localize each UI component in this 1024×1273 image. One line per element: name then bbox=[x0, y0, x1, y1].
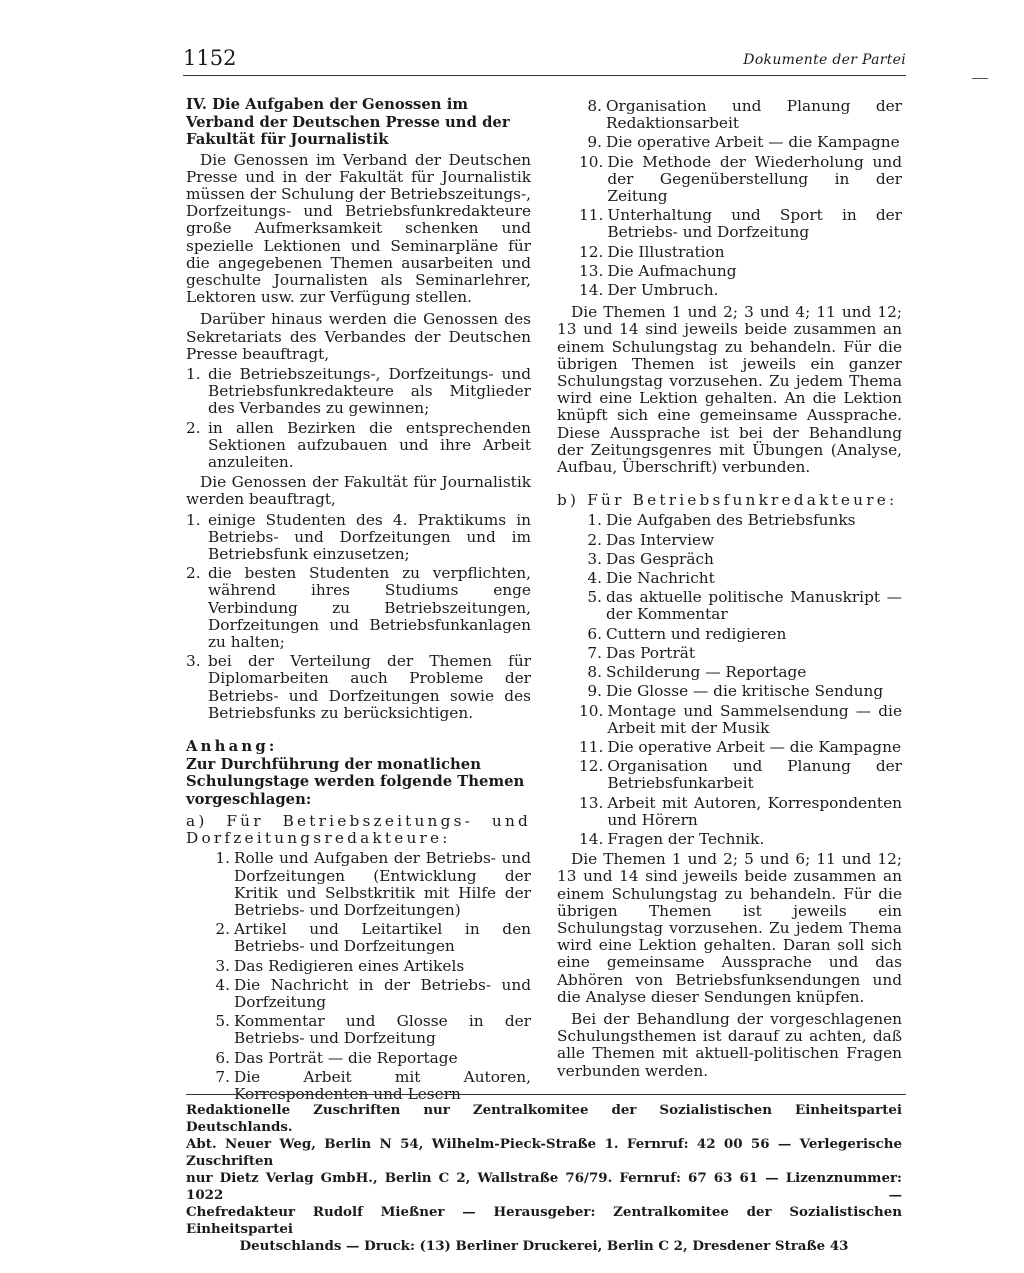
list-item-text: Die Nachricht in der Betriebs- und Dorfzeitung bbox=[234, 975, 531, 1012]
list-item-text: das aktuelle politische Manuskript — der Kommentar bbox=[606, 588, 902, 624]
list-item-number: 6. bbox=[215, 1048, 230, 1067]
section-iv-list-2 bbox=[186, 512, 531, 722]
list-item-number: 1. bbox=[587, 511, 602, 530]
list-item-text: Das Porträt — die Reportage bbox=[234, 1048, 458, 1067]
list-item bbox=[579, 512, 902, 529]
list-item-number: 8. bbox=[587, 663, 602, 682]
list-item-number: 7. bbox=[587, 643, 602, 662]
list-item-text: Fragen der Technik. bbox=[607, 829, 765, 848]
list-item bbox=[579, 532, 902, 549]
list-item-number: 2. bbox=[587, 530, 602, 549]
list-item-number: 2. bbox=[186, 418, 201, 437]
list-item-text: Der Umbruch. bbox=[607, 281, 719, 300]
list-item bbox=[579, 664, 902, 681]
right-column bbox=[557, 96, 902, 1080]
list-item-text: die Betriebszeitungs-, Dorfzeitungs- und Betriebsfunkredakteure als Mitglieder des Verbandes zu gewinnen; bbox=[208, 364, 531, 418]
list-item bbox=[579, 645, 902, 662]
subsection-b-list bbox=[557, 512, 902, 848]
list-item-text: Die Illustration bbox=[607, 242, 725, 261]
subsection-a-note: Die Themen 1 und 2; 3 und 4; 11 und 12; 13 und 14 sind jeweils beide zusammen an einem Schulungstag zu behandeln. Für die übrigen Themen ist jeweils ein ganzer Schulungstag vorzusehen. Zu jedem Thema wird eine Lektion gehalten. An die Lektion knüpft sich eine gemeinsame Aussprache. Diese Aussprache ist bei der Behandlung der Zeitungsgenres mit Übungen (Analyse, Aufbau, Überschrift) verbunden. bbox=[557, 303, 902, 477]
section-iv-heading: IV. Die Aufgaben der Genossen im Verband der Deutschen Presse und der Fakultät für Journalistik bbox=[186, 96, 510, 148]
list-item-text: Das Gespräch bbox=[606, 549, 714, 568]
list-item bbox=[579, 703, 902, 737]
list-item-number: 14. bbox=[579, 829, 604, 848]
list-item-text: einige Studenten des 4. Praktikums in Betriebs- und Dorfzeitungen und im Betriebsfunk einzusetzen; bbox=[208, 510, 531, 563]
list-item bbox=[579, 626, 902, 643]
left-column bbox=[186, 96, 531, 1106]
list-item-number: 10. bbox=[579, 701, 604, 720]
list-item-text: Das Interview bbox=[606, 530, 715, 549]
list-item-number: 3. bbox=[215, 956, 230, 975]
list-item-text: Artikel und Leitartikel in den Betriebs- und Dorfzeitungen bbox=[234, 920, 531, 956]
header-rule bbox=[183, 75, 906, 76]
subsection-a-list bbox=[186, 850, 531, 1103]
list-item bbox=[212, 1069, 531, 1103]
list-item bbox=[579, 98, 902, 132]
list-item bbox=[579, 570, 902, 587]
list-item bbox=[579, 831, 902, 848]
list-item bbox=[579, 551, 902, 568]
list-item-number: 10. bbox=[579, 152, 604, 171]
section-iv-paragraph-3: Die Genossen der Fakultät für Journalistik werden beauftragt, bbox=[186, 473, 531, 509]
list-item-number: 9. bbox=[587, 682, 602, 701]
list-item bbox=[579, 589, 902, 623]
list-item-text: Die operative Arbeit — die Kampagne bbox=[606, 133, 900, 152]
list-item bbox=[186, 565, 531, 651]
appendix-label: Anhang: bbox=[186, 738, 278, 755]
list-item bbox=[212, 850, 531, 919]
list-item bbox=[212, 1050, 531, 1067]
list-item-text: Schilderung — Reportage bbox=[606, 663, 807, 682]
list-item-number: 3. bbox=[587, 549, 602, 568]
section-iv-list-1 bbox=[186, 366, 531, 471]
imprint-footer bbox=[186, 1102, 902, 1255]
list-item-text: Kommentar und Glosse in der Betriebs- und Dorfzeitung bbox=[234, 1012, 531, 1048]
list-item-text: in allen Bezirken die entsprechenden Sektionen aufzubauen und ihre Arbeit anzuleiten. bbox=[208, 418, 531, 471]
section-iv-paragraph-2: Darüber hinaus werden die Genossen des Sekretariats des Verbandes der Deutschen Presse beauftragt, bbox=[186, 310, 531, 363]
footer-rule bbox=[186, 1094, 906, 1095]
closing-paragraph: Bei der Behandlung der vorgeschlagenen Schulungsthemen ist darauf zu achten, daß alle Themen mit aktuell-politischen Fragen verbunden werden. bbox=[557, 1009, 902, 1080]
list-item bbox=[579, 282, 902, 299]
list-item-number: 12. bbox=[579, 757, 604, 776]
subsection-a-heading: a) Für Betriebszeitungs- und Dorfzeitungsredakteure: bbox=[186, 812, 531, 848]
list-item-text: Das Porträt bbox=[606, 643, 696, 662]
list-item-number: 14. bbox=[579, 281, 604, 300]
list-item-text: Die Arbeit mit Autoren, Korrespondenten und Lesern bbox=[234, 1067, 531, 1104]
list-item-number: 1. bbox=[186, 364, 201, 383]
list-item bbox=[579, 758, 902, 792]
list-item-number: 1. bbox=[215, 849, 230, 868]
imprint-line: nur Dietz Verlag GmbH., Berlin C 2, Wallstraße 76/79. Fernruf: 67 63 61 — Lizenznummer: 1022 — bbox=[186, 1170, 902, 1203]
subsection-b-heading: b) Für Betriebsfunkredakteure: bbox=[557, 491, 898, 510]
list-item-number: 4. bbox=[587, 569, 602, 588]
list-item bbox=[579, 154, 902, 206]
list-item bbox=[579, 263, 902, 280]
list-item-number: 2. bbox=[215, 920, 230, 939]
list-item bbox=[212, 1013, 531, 1047]
imprint-line: Abt. Neuer Weg, Berlin N 54, Wilhelm-Pieck-Straße 1. Fernruf: 42 00 56 — Verlegerische Zuschriften bbox=[186, 1136, 902, 1169]
list-item bbox=[186, 653, 531, 722]
list-item-number: 6. bbox=[587, 624, 602, 643]
list-item bbox=[212, 921, 531, 955]
list-item-text: Die Aufmachung bbox=[607, 261, 737, 280]
list-item-text: Organisation und Planung der Betriebsfunkarbeit bbox=[607, 757, 902, 793]
list-item-text: Die Nachricht bbox=[606, 569, 715, 588]
list-item-number: 4. bbox=[215, 975, 230, 994]
subsection-b-note: Die Themen 1 und 2; 5 und 6; 11 und 12; 13 und 14 sind jeweils beide zusammen an einem Schulungstag zu behandeln. Für die übrigen Themen ist jeweils ein Schulungstag vorzusehen. Zu jedem Thema wird eine Lektion gehalten. Daran soll sich eine gemeinsame Aussprache und das Abhören von Betriebsfunksendungen und die Analyse dieser Sendungen knüpfen. bbox=[557, 850, 902, 1006]
list-item-text: Die Methode der Wiederholung und der Gegenüberstellung in der Zeitung bbox=[607, 152, 902, 206]
list-item-text: Die operative Arbeit — die Kampagne bbox=[607, 737, 902, 756]
list-item-text: bei der Verteilung der Themen für Diplomarbeiten auch Probleme der Betriebs- und Dorfzeitungen sowie des Betriebsfunks zu berücksichtigen. bbox=[208, 652, 531, 722]
imprint-line: Chefredakteur Rudolf Mießner — Herausgeber: Zentralkomitee der Sozialistischen Einheitspartei bbox=[186, 1204, 902, 1237]
list-item-number: 5. bbox=[215, 1012, 230, 1031]
running-title: Dokumente der Partei bbox=[743, 52, 906, 68]
appendix-intro: Zur Durchführung der monatlichen Schulungstage werden folgende Themen vorgeschlagen: bbox=[186, 755, 525, 808]
list-item-text: Unterhaltung und Sport in der Betriebs- und Dorfzeitung bbox=[607, 206, 902, 242]
list-item-number: 13. bbox=[579, 261, 604, 280]
list-item-number: 5. bbox=[587, 588, 602, 607]
list-item-number: 9. bbox=[587, 133, 602, 152]
list-item bbox=[579, 134, 902, 151]
list-item-text: Montage und Sammelsendung — die Arbeit mit der Musik bbox=[607, 701, 902, 737]
list-item-text: Die Glosse — die kritische Sendung bbox=[606, 682, 884, 701]
list-item-number: 11. bbox=[579, 737, 604, 756]
list-item-text: Rolle und Aufgaben der Betriebs- und Dorfzeitungen (Entwicklung der Kritik und Selbstkritik mit Hilfe der Betriebs- und Dorfzeitungen) bbox=[234, 849, 531, 920]
list-item-number: 8. bbox=[587, 97, 602, 115]
list-item-text: die besten Studenten zu verpflichten, während ihres Studiums enge Verbindung zu Betriebszeitungen, Dorfzeitungen und Betriebsfunkanlagen zu halten; bbox=[208, 564, 531, 651]
list-item-number: 7. bbox=[215, 1067, 230, 1086]
list-item bbox=[579, 683, 902, 700]
list-item-number: 3. bbox=[186, 652, 201, 671]
list-item bbox=[212, 977, 531, 1011]
list-item-text: Das Redigieren eines Artikels bbox=[234, 956, 465, 975]
subsection-a-list-continued bbox=[557, 98, 902, 299]
list-item bbox=[212, 958, 531, 975]
list-item bbox=[186, 420, 531, 472]
list-item bbox=[579, 244, 902, 261]
margin-mark bbox=[972, 78, 988, 79]
imprint-line: Redaktionelle Zuschriften nur Zentralkomitee der Sozialistischen Einheitspartei Deutschlands. bbox=[186, 1102, 902, 1135]
list-item bbox=[186, 366, 531, 418]
list-item-text: Cuttern und redigieren bbox=[606, 624, 787, 643]
list-item-number: 11. bbox=[579, 206, 604, 225]
list-item bbox=[579, 207, 902, 241]
list-item-number: 12. bbox=[579, 242, 604, 261]
page-number: 1152 bbox=[183, 46, 237, 70]
list-item bbox=[579, 795, 902, 829]
list-item-number: 13. bbox=[579, 793, 604, 812]
list-item-text: Die Aufgaben des Betriebsfunks bbox=[606, 511, 856, 530]
list-item-number: 2. bbox=[186, 564, 201, 583]
list-item-number: 1. bbox=[186, 510, 201, 529]
imprint-line: Deutschlands — Druck: (13) Berliner Druckerei, Berlin C 2, Dresdener Straße 43 bbox=[239, 1238, 849, 1254]
section-iv-paragraph-1: Die Genossen im Verband der Deutschen Presse und in der Fakultät für Journalistik müssen der Schulung der Betriebszeitungs-, Dorfzeitungs- und Betriebsfunkredakteure große Aufmerksamkeit schenken und spezielle Lektionen und Seminarpläne für die angegebenen Themen ausarbeiten und geschulte Journalisten als Seminarlehrer, Lektoren usw. zur Verfügung stellen. bbox=[186, 150, 531, 307]
list-item-text: Organisation und Planung der Redaktionsarbeit bbox=[606, 97, 902, 133]
list-item bbox=[579, 739, 902, 756]
list-item bbox=[186, 512, 531, 564]
list-item-text: Arbeit mit Autoren, Korrespondenten und Hörern bbox=[607, 793, 902, 829]
